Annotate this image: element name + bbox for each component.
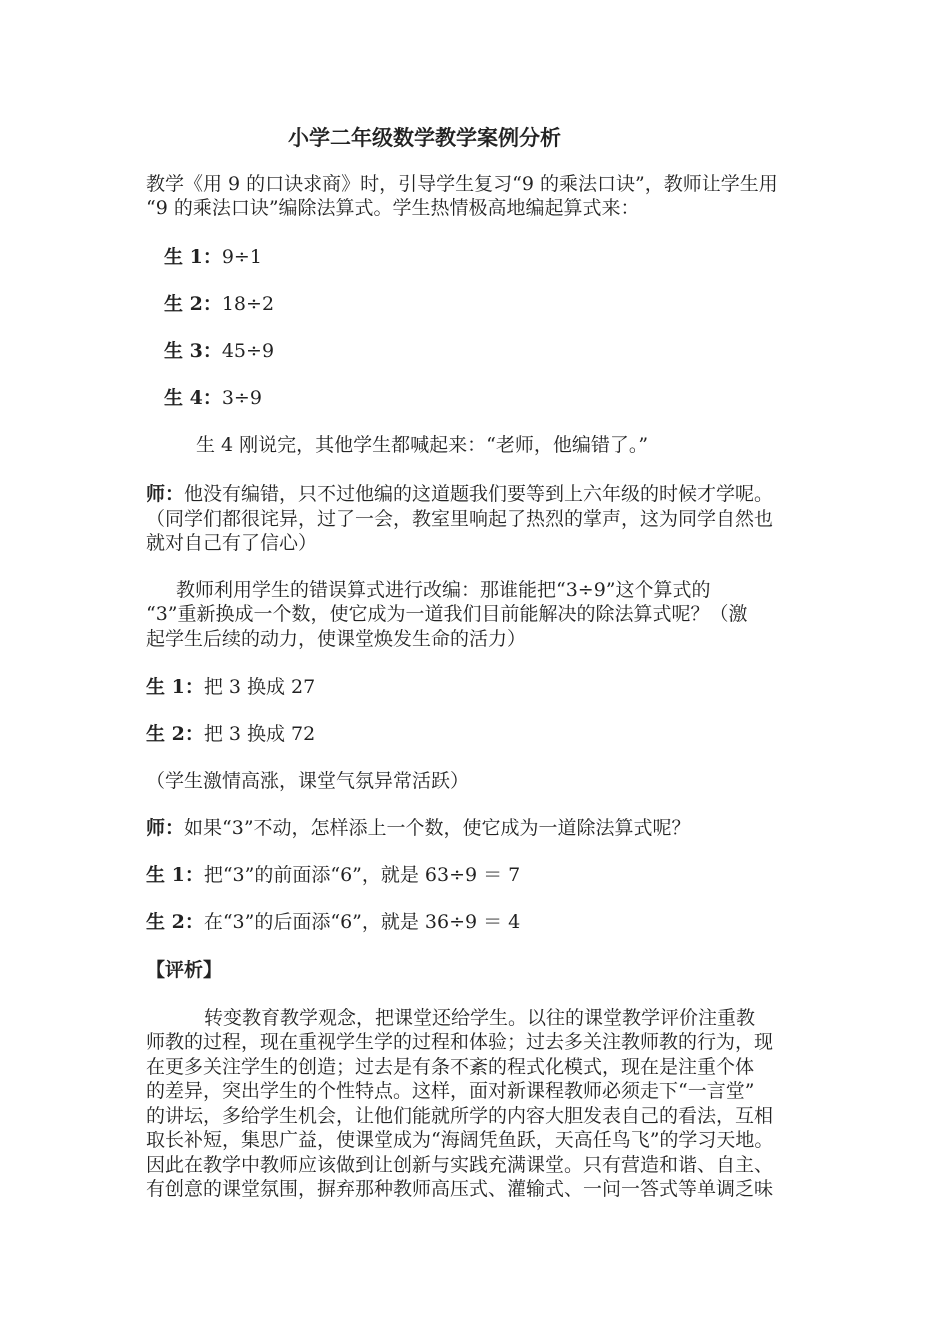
- classroom-atmosphere: （学生激情高涨，课堂气氛异常活跃）: [146, 770, 470, 792]
- speaker-label: 生 2：: [146, 723, 204, 745]
- intro-line-2: “9 的乘法口诀”编除法算式。学生热情极高地编起算式来：: [146, 197, 640, 219]
- answer-text: 18÷2: [221, 293, 275, 315]
- document-title: 小学二年级数学教学案例分析: [288, 125, 561, 150]
- answer-text: 在“3”的后面添“6”，就是 36÷9 ＝ 4: [203, 911, 521, 933]
- speaker-label: 师：: [146, 483, 185, 505]
- answer-text: 9÷1: [221, 246, 262, 268]
- student-rework-2: [146, 722, 315, 746]
- teacher-reply-line-1: [146, 482, 773, 506]
- speaker-label: 生 3：: [164, 340, 222, 362]
- question-text: 如果“3”不动，怎样添上一个数，使它成为一道除法算式呢？: [184, 817, 691, 839]
- student-answer-2: [164, 292, 274, 316]
- answer-text: 45÷9: [221, 340, 275, 362]
- rework-line-1: 教师利用学生的错误算式进行改编：那谁能把“3÷9”这个算式的: [176, 579, 711, 601]
- teacher-reply-line-2: （同学们都很诧异，过了一会，教室里响起了热烈的掌声，这为同学自然也: [146, 508, 774, 530]
- speaker-label: 生 1：: [146, 676, 204, 698]
- analysis-line-4: 的差异，突出学生的个性特点。这样，面对新课程教师必须走下“一言堂”: [146, 1080, 755, 1102]
- class-reaction: 生 4 刚说完，其他学生都喊起来：“老师，他编错了。”: [196, 434, 649, 456]
- intro-line-1: 教学《用 9 的口诀求商》时，引导学生复习“9 的乘法口诀”，教师让学生用: [146, 173, 778, 195]
- rework-line-2: “3”重新换成一个数，使它成为一道我们目前能解决的除法算式呢？（激: [146, 603, 748, 625]
- student-answer-3: [164, 339, 274, 363]
- speaker-label: 生 2：: [164, 293, 222, 315]
- analysis-line-7: 因此在教学中教师应该做到让创新与实践充满课堂。只有营造和谐、自主、: [146, 1154, 774, 1176]
- analysis-line-2: 师教的过程，现在重视学生学的过程和体验；过去多关注教师教的行为，现: [146, 1031, 774, 1053]
- speaker-label: 生 1：: [164, 246, 222, 268]
- teacher-reply-line-3: 就对自己有了信心）: [146, 532, 318, 554]
- analysis-line-5: 的讲坛，多给学生机会，让他们能就所学的内容大胆发表自己的看法，互相: [146, 1105, 774, 1127]
- answer-text: 3÷9: [221, 387, 262, 409]
- student-answer-add-2: [146, 910, 520, 934]
- speaker-label: 生 4：: [164, 387, 222, 409]
- student-answer-4: [164, 386, 262, 410]
- analysis-line-1: 转变教育教学观念，把课堂还给学生。以往的课堂教学评价注重教: [204, 1007, 756, 1029]
- rework-line-3: 起学生后续的动力，使课堂焕发生命的活力）: [146, 628, 527, 650]
- speaker-label: 生 1：: [146, 864, 204, 886]
- teacher-question: [146, 816, 691, 840]
- analysis-line-8: 有创意的课堂氛围，摒弃那种教师高压式、灌输式、一问一答式等单调乏味: [146, 1178, 774, 1200]
- student-answer-add-1: [146, 863, 520, 887]
- analysis-line-3: 在更多关注学生的创造；过去是有条不紊的程式化模式，现在是注重个体: [146, 1056, 755, 1078]
- speaker-label: 师：: [146, 817, 185, 839]
- analysis-heading: 【评析】: [146, 959, 223, 981]
- answer-text: 把 3 换成 72: [203, 723, 316, 745]
- student-rework-1: [146, 675, 315, 699]
- analysis-line-6: 取长补短，集思广益，使课堂成为“海阔凭鱼跃，天高任鸟飞”的学习天地。: [146, 1129, 774, 1151]
- student-answer-1: [164, 245, 262, 269]
- answer-text: 把 3 换成 27: [203, 676, 316, 698]
- reply-text: 他没有编错，只不过他编的这道题我们要等到上六年级的时候才学呢。: [184, 483, 774, 505]
- speaker-label: 生 2：: [146, 911, 204, 933]
- answer-text: 把“3”的前面添“6”，就是 63÷9 ＝ 7: [203, 864, 521, 886]
